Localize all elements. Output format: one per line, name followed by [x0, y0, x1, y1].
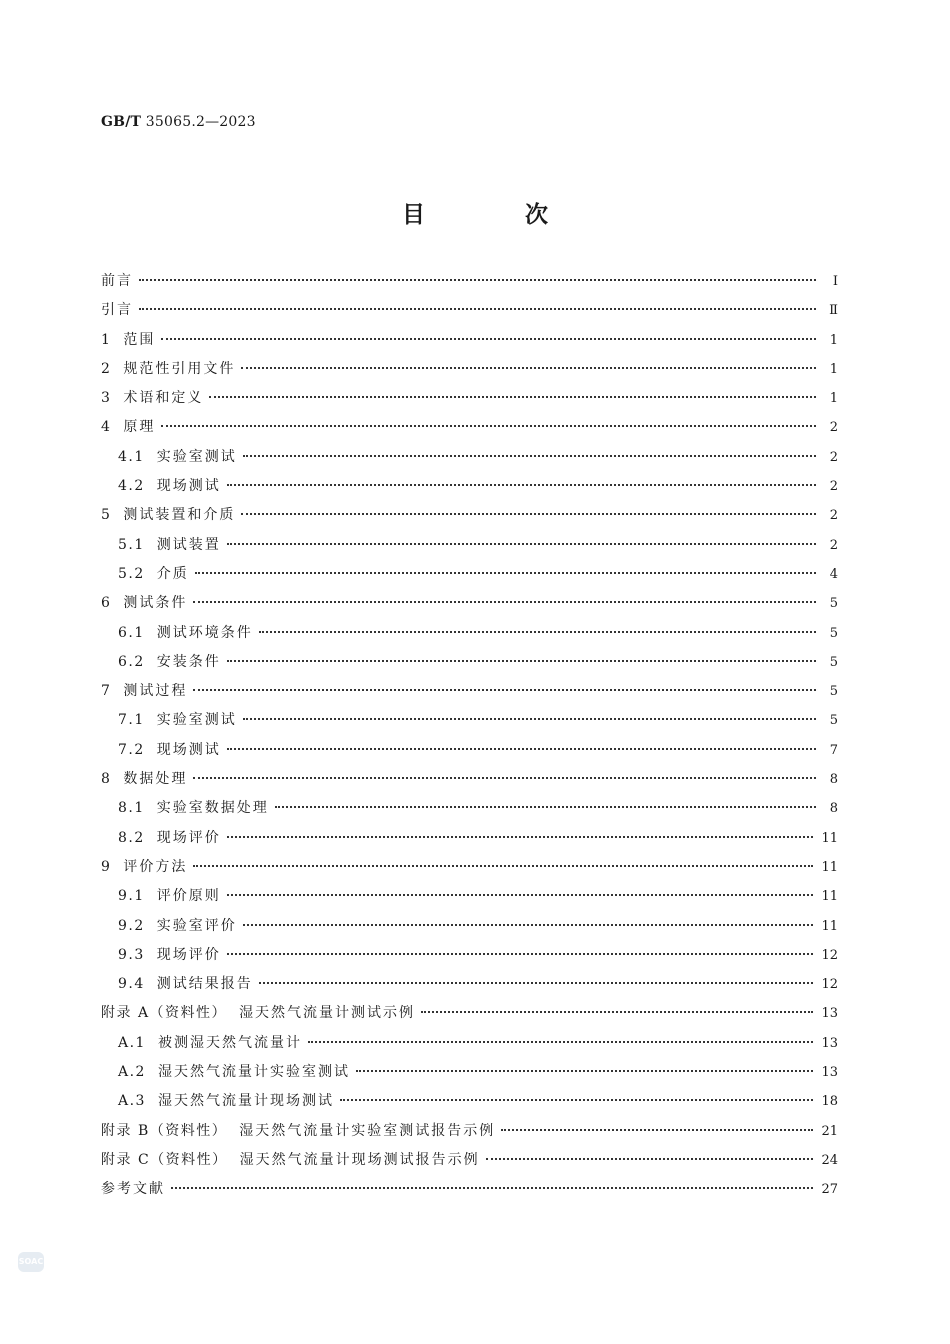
dot-leader	[275, 805, 816, 808]
toc-entry-page: 18	[821, 1094, 838, 1110]
toc-entry-page: 24	[821, 1152, 838, 1168]
dot-leader	[139, 278, 816, 281]
toc-entry-number: 1	[101, 331, 112, 348]
toc-entry-number: 8	[101, 771, 112, 788]
toc-entry-label: 现场测试	[156, 741, 221, 758]
toc-entry-number: 4.2	[118, 478, 145, 495]
toc-entry-page: 5	[829, 713, 838, 729]
toc-entry-label: 湿天然气流量计现场测试报告示例	[239, 1151, 480, 1168]
toc-entry-number: 4.1	[118, 448, 145, 465]
toc-entry-page: 5	[829, 654, 838, 670]
toc-entry-number: 6.2	[118, 653, 145, 670]
toc-entry-page: 5	[829, 596, 838, 612]
toc-entry-label: 安装条件	[156, 653, 221, 670]
toc-entry[interactable]	[101, 563, 838, 592]
dot-leader	[243, 717, 816, 720]
toc-entry[interactable]	[101, 944, 838, 973]
toc-entry-page: 2	[829, 449, 838, 465]
toc-entry-number: 附录 B（资料性）	[101, 1122, 228, 1139]
dot-leader	[161, 337, 816, 340]
toc-entry[interactable]	[101, 856, 838, 885]
toc-entry-label: 参考文献	[101, 1181, 165, 1198]
toc-entry-label: 湿天然气流量计测试示例	[239, 1005, 416, 1022]
standard-code: GB/T	[101, 114, 142, 130]
dot-leader	[209, 395, 816, 398]
toc-entry-page: 2	[829, 537, 838, 553]
toc-entry-number: A.2	[118, 1064, 146, 1081]
toc-entry[interactable]	[101, 475, 838, 504]
toc-entry-page: 5	[829, 625, 838, 641]
standard-year-number: 35065.2—2023	[145, 114, 256, 130]
toc-entry-page: 1	[829, 332, 838, 348]
toc-entry-page: 21	[821, 1123, 838, 1139]
toc-entry[interactable]	[101, 1120, 838, 1149]
toc-entry-number: 附录 A（资料性）	[101, 1005, 228, 1022]
toc-entry[interactable]	[101, 592, 838, 621]
toc-entry-label: 测试环境条件	[156, 624, 253, 641]
toc-entry[interactable]	[101, 709, 838, 738]
toc-entry[interactable]	[101, 270, 838, 299]
toc-entry-page: 5	[829, 684, 838, 700]
dot-leader	[227, 952, 814, 955]
dot-leader	[161, 424, 816, 427]
toc-entry-page: 11	[821, 859, 838, 875]
toc-entry[interactable]	[101, 416, 838, 445]
toc-entry-page: 2	[829, 420, 838, 436]
toc-entry-label: 湿天然气流量计现场测试	[157, 1093, 334, 1110]
toc-entry[interactable]	[101, 1090, 838, 1119]
toc-entry[interactable]	[101, 504, 838, 533]
toc-entry[interactable]	[101, 973, 838, 1002]
dot-leader	[241, 512, 816, 515]
dot-leader	[243, 923, 814, 926]
toc-entry-number: 9	[101, 858, 112, 875]
dot-leader	[243, 454, 816, 457]
toc-entry-label: 范围	[123, 331, 156, 348]
toc-entry-label: 实验室测试	[156, 712, 237, 729]
toc-entry[interactable]	[101, 1002, 838, 1031]
toc-entry[interactable]	[101, 387, 838, 416]
toc-entry[interactable]	[101, 622, 838, 651]
toc-entry-label: 前言	[101, 273, 133, 289]
toc-entry[interactable]	[101, 827, 838, 856]
toc-entry[interactable]	[101, 299, 838, 328]
dot-leader	[227, 659, 816, 662]
toc-entry-label: 评价原则	[156, 888, 221, 905]
toc-entry-label: 实验室评价	[156, 917, 237, 934]
dot-leader	[193, 776, 816, 779]
toc-entry[interactable]	[101, 1032, 838, 1061]
standard-number	[101, 114, 256, 130]
toc-entry[interactable]	[101, 329, 838, 358]
toc-entry-number: 6.1	[118, 624, 145, 641]
toc-entry[interactable]	[101, 885, 838, 914]
dot-leader	[486, 1157, 814, 1160]
toc-entry-number: 9.4	[118, 976, 145, 993]
toc-entry-label: 测试结果报告	[156, 976, 253, 993]
toc-entry[interactable]	[101, 1061, 838, 1090]
toc-entry-label: 引言	[101, 302, 133, 319]
watermark-logo: SOAC	[18, 1252, 44, 1272]
toc-entry-label: 被测湿天然气流量计	[157, 1034, 302, 1051]
toc-entry-number: A.3	[118, 1093, 146, 1110]
dot-leader	[193, 864, 813, 867]
toc-entry-page: 11	[821, 889, 838, 905]
toc-entry-page: 27	[821, 1182, 838, 1198]
dot-leader	[421, 1010, 813, 1013]
toc-entry-page: 12	[821, 947, 838, 963]
toc-entry-number: 3	[101, 390, 112, 407]
dot-leader	[308, 1040, 813, 1043]
dot-leader	[259, 981, 814, 984]
dot-leader	[340, 1098, 813, 1101]
dot-leader	[259, 630, 816, 633]
toc-entry-page: 13	[821, 1006, 838, 1022]
dot-leader	[227, 893, 814, 896]
page-title: 目 次	[401, 202, 594, 228]
toc-entry-page: 11	[821, 918, 838, 934]
toc-entry-label: 湿天然气流量计实验室测试	[157, 1064, 350, 1081]
toc-entry-page: 1	[829, 361, 838, 377]
toc-entry-number: 4	[101, 419, 112, 436]
toc-entry[interactable]	[101, 651, 838, 680]
toc-entry-number: 5.1	[118, 536, 145, 553]
toc-entry-number: 8.2	[118, 829, 145, 846]
toc-entry[interactable]	[101, 739, 838, 768]
dot-leader	[356, 1069, 813, 1072]
toc-entry[interactable]	[101, 1149, 838, 1178]
toc-entry-label: 测试条件	[123, 595, 188, 612]
toc-entry[interactable]	[101, 915, 838, 944]
toc-entry-number: 5.2	[118, 565, 145, 582]
toc-entry-number: 5	[101, 507, 112, 524]
dot-leader	[193, 600, 816, 603]
toc-entry-page: 8	[829, 801, 838, 817]
toc-entry-label: 现场评价	[156, 946, 221, 963]
toc-entry-label: 实验室测试	[156, 448, 237, 465]
toc-entry[interactable]	[101, 358, 838, 387]
toc-entry-label: 湿天然气流量计实验室测试报告示例	[239, 1122, 496, 1139]
dot-leader	[227, 483, 816, 486]
toc-entry-label: 实验室数据处理	[156, 800, 269, 817]
toc-entry-label: 测试过程	[123, 683, 188, 700]
dot-leader	[227, 835, 814, 838]
toc-entry-number: 6	[101, 595, 112, 612]
dot-leader	[139, 307, 816, 310]
toc-entry-label: 现场评价	[156, 829, 221, 846]
toc-entry-number: 9.3	[118, 946, 145, 963]
toc-entry-page: 13	[821, 1035, 838, 1051]
toc-entry[interactable]	[101, 768, 838, 797]
table-of-contents	[101, 270, 838, 1208]
dot-leader	[227, 747, 816, 750]
toc-entry-number: 8.1	[118, 800, 145, 817]
toc-entry-page: 12	[821, 977, 838, 993]
toc-entry-number: 7.1	[118, 712, 145, 729]
dot-leader	[195, 571, 816, 574]
toc-entry[interactable]	[101, 534, 838, 563]
toc-entry-label: 规范性引用文件	[123, 360, 236, 377]
toc-entry-label: 测试装置和介质	[123, 507, 236, 524]
toc-entry-number: 7.2	[118, 741, 145, 758]
dot-leader	[227, 542, 816, 545]
dot-leader	[241, 366, 816, 369]
toc-entry-page: 8	[829, 772, 838, 788]
toc-entry-label: 现场测试	[156, 478, 221, 495]
toc-entry-number: 9.2	[118, 917, 145, 934]
toc-entry-number: 2	[101, 360, 112, 377]
toc-entry-page: 1	[829, 391, 838, 407]
toc-entry-label: 原理	[123, 419, 156, 436]
toc-entry-label: 数据处理	[123, 771, 188, 788]
toc-entry[interactable]	[101, 680, 838, 709]
toc-entry-label: 测试装置	[156, 536, 221, 553]
toc-entry-page: Ⅱ	[829, 303, 838, 319]
toc-entry[interactable]	[101, 1178, 838, 1207]
toc-entry-number: 附录 C（资料性）	[101, 1151, 228, 1168]
toc-entry-label: 评价方法	[123, 858, 188, 875]
toc-entry[interactable]	[101, 797, 838, 826]
toc-entry-page: 4	[829, 566, 838, 582]
toc-entry-number: 9.1	[118, 888, 145, 905]
toc-entry-page: 2	[829, 508, 838, 524]
toc-entry-number: 7	[101, 683, 112, 700]
dot-leader	[193, 688, 816, 691]
toc-entry-label: 术语和定义	[123, 390, 204, 407]
toc-entry-page: 13	[821, 1065, 838, 1081]
toc-entry-page: 11	[821, 830, 838, 846]
toc-entry-number: A.1	[118, 1034, 146, 1051]
dot-leader	[501, 1128, 813, 1131]
toc-entry-page: 2	[829, 479, 838, 495]
toc-entry-label: 介质	[156, 565, 189, 582]
toc-entry-page: 7	[829, 742, 838, 758]
toc-entry[interactable]	[101, 446, 838, 475]
dot-leader	[171, 1186, 813, 1189]
toc-entry-page: Ⅰ	[832, 274, 838, 289]
